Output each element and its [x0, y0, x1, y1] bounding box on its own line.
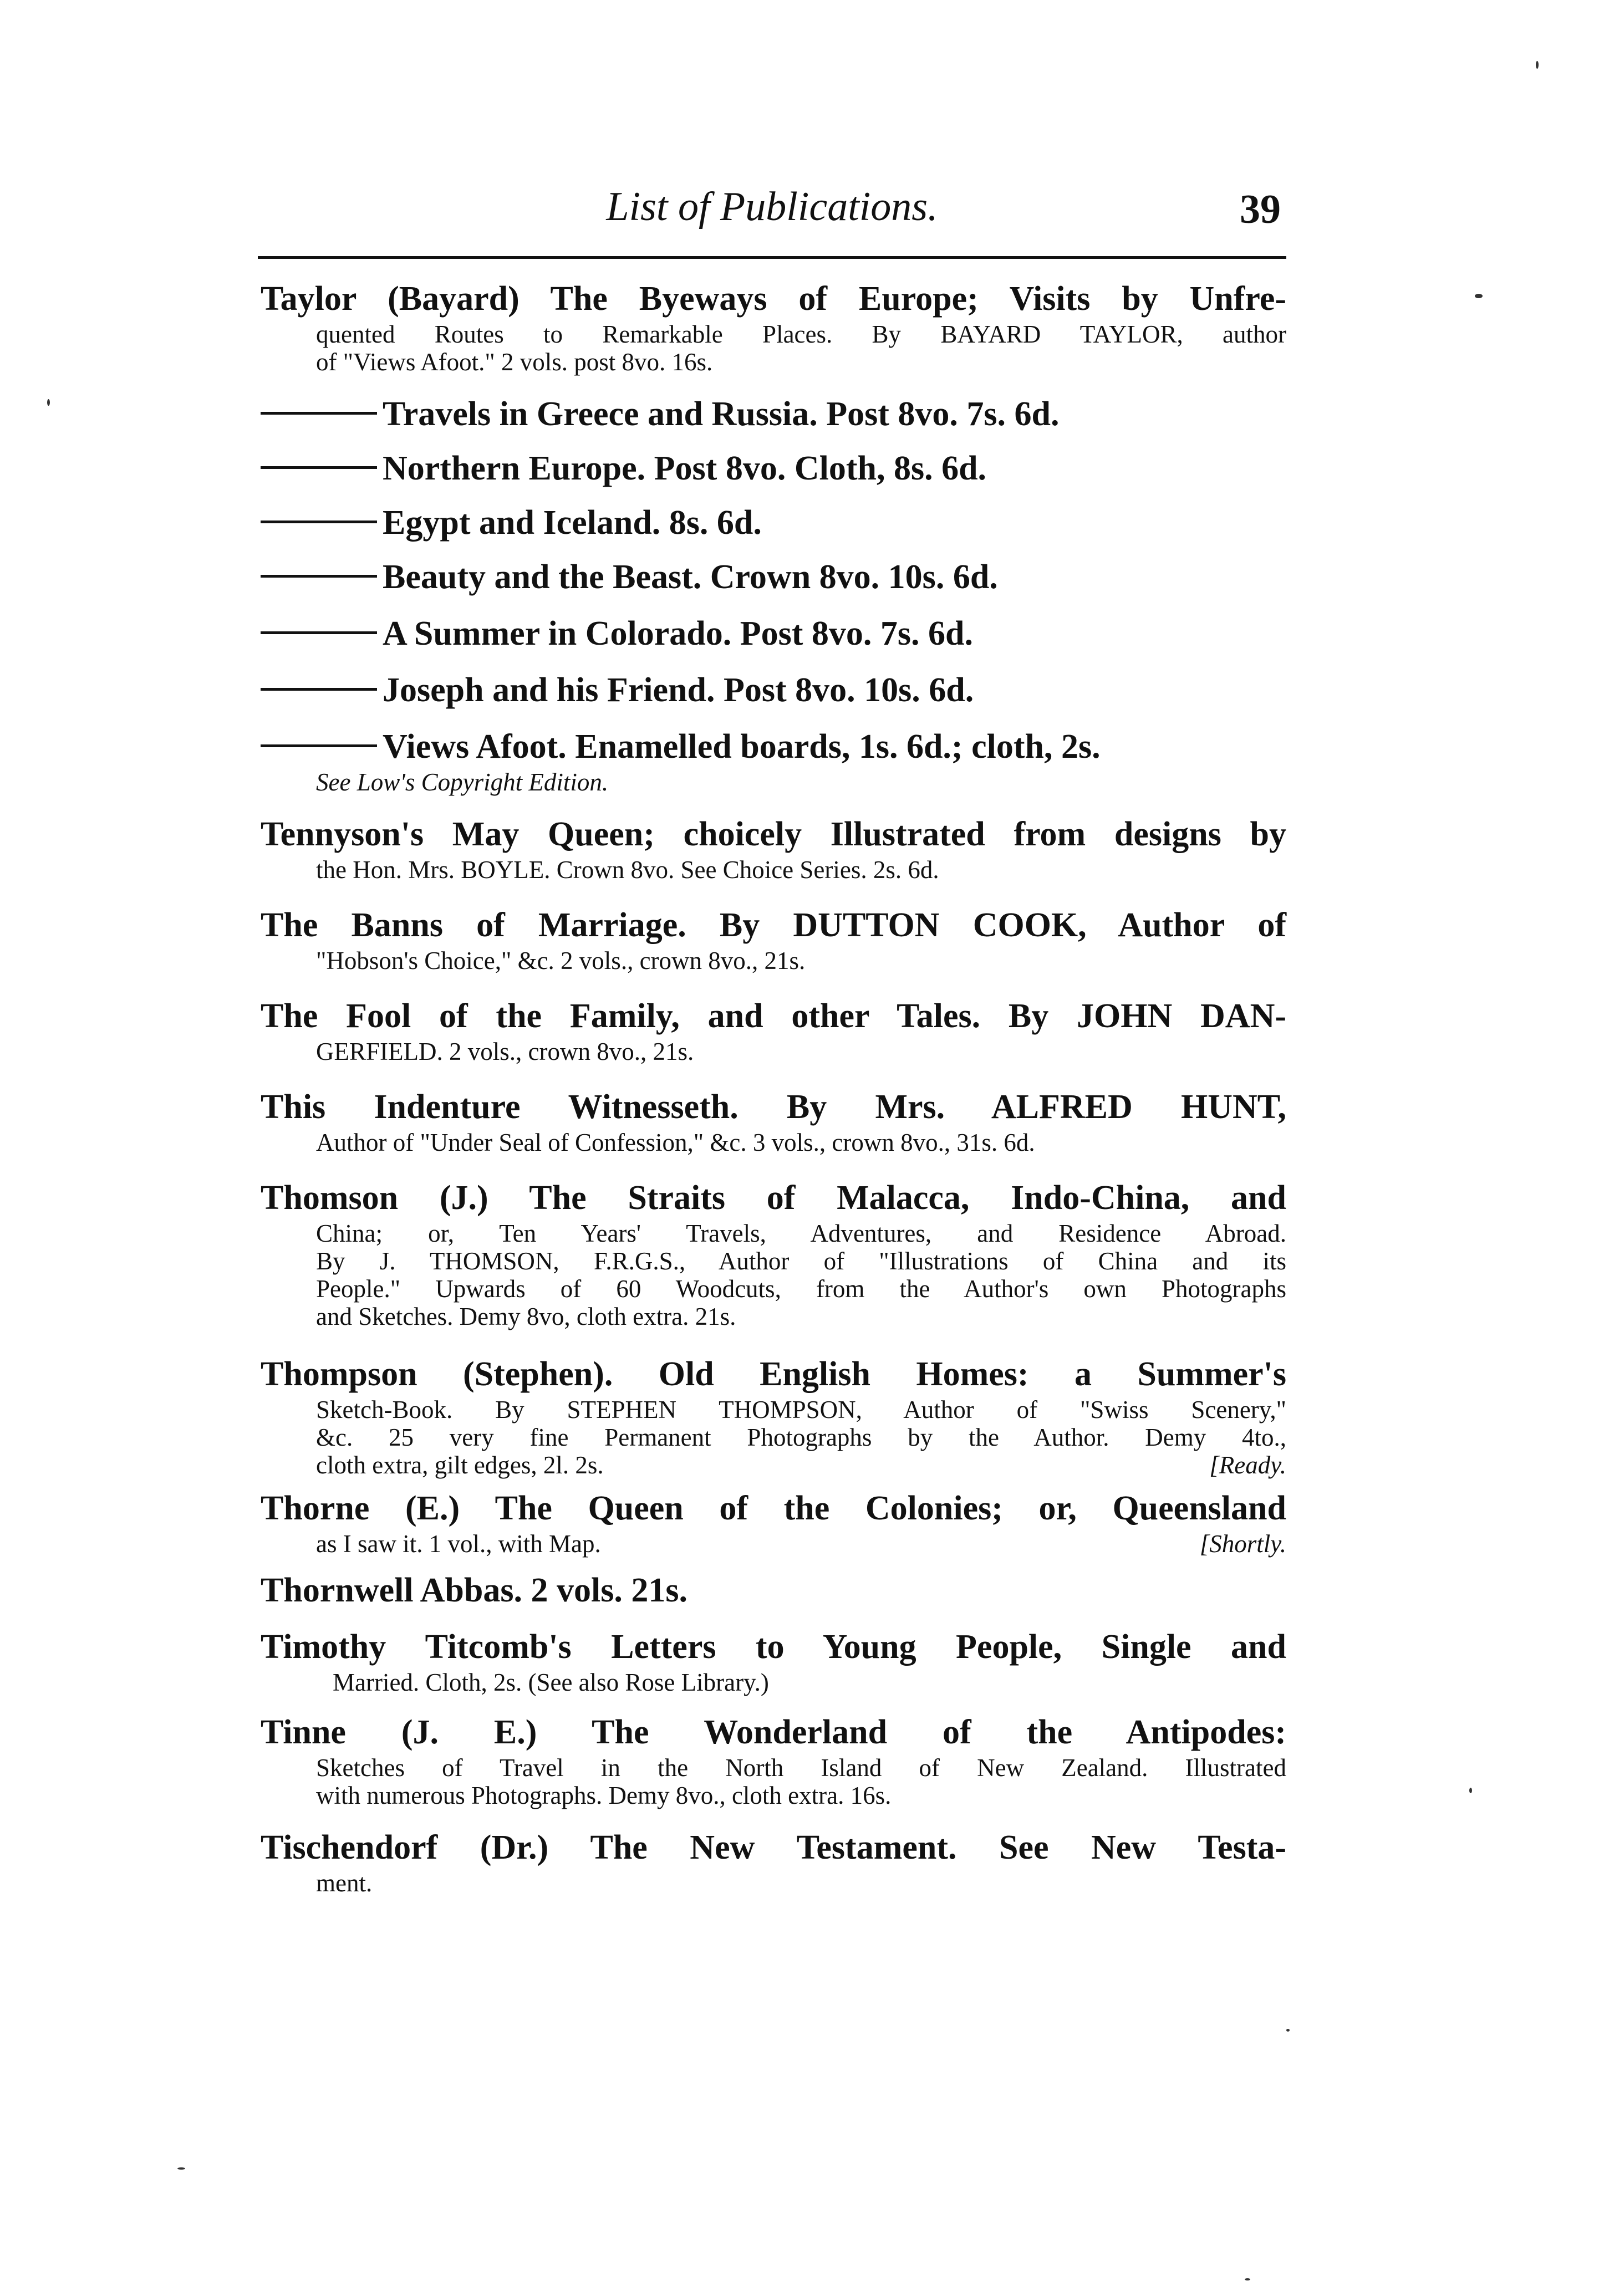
- ditto-dash: [261, 521, 377, 523]
- entry-taylor-byeways: [261, 277, 1286, 376]
- header-rule: [258, 256, 1286, 259]
- entry-details: [261, 1220, 1286, 1330]
- entry-fool-family: [261, 994, 1286, 1065]
- ditto-dash: [261, 688, 377, 691]
- entry-title: Taylor (Bayard) The Byeways of Europe; Visits by Unfre-: [261, 280, 1286, 318]
- entry-thornwell-abbas: [261, 1569, 1286, 1612]
- publication-list: [261, 277, 1286, 1897]
- entry-title: Beauty and the Beast. Crown 8vo. 10s. 6d.: [383, 558, 998, 596]
- print-speck: [177, 2167, 185, 2170]
- entry-details: [261, 1038, 1286, 1065]
- page-number: 39: [1240, 187, 1281, 232]
- entry-title: Travels in Greece and Russia. Post 8vo. 7s. 6d.: [383, 395, 1060, 433]
- ditto-dash: [261, 575, 377, 578]
- entry-title: Thompson (Stephen). Old English Homes: a Summer's: [261, 1355, 1286, 1393]
- entry-tinne-wonderland: [261, 1711, 1286, 1809]
- detail-line: GERFIELD. 2 vols., crown 8vo., 21s.: [316, 1038, 694, 1065]
- status-tag-ready: [Ready.: [1209, 1451, 1286, 1479]
- detail-line: the Hon. Mrs. BOYLE. Crown 8vo. See Choice Series. 2s. 6d.: [316, 856, 939, 884]
- entry-title: Timothy Titcomb's Letters to Young People, Single and: [261, 1628, 1286, 1666]
- detail-line: "Hobson's Choice," &c. 2 vols., crown 8vo., 21s.: [316, 947, 806, 974]
- detail-line: quented Routes to Remarkable Places. By BAYARD TAYLOR, author: [316, 320, 1286, 348]
- print-speck: [47, 399, 50, 406]
- entry-details: [261, 1396, 1286, 1479]
- entry-details: [261, 856, 1286, 884]
- entry-title: Thorne (E.) The Queen of the Colonies; or, Queensland: [261, 1489, 1286, 1527]
- entry-title: Tinne (J. E.) The Wonderland of the Antipodes:: [261, 1713, 1286, 1751]
- detail-line: Sketches of Travel in the North Island of New Zealand. Illustrated: [316, 1754, 1286, 1782]
- ditto-dash: [261, 466, 377, 469]
- detail-line: China; or, Ten Years' Travels, Adventures, and Residence Abroad.: [316, 1220, 1286, 1247]
- entry-thompson-english-homes: [261, 1353, 1286, 1479]
- detail-line: People." Upwards of 60 Woodcuts, from the Author's own Photographs: [316, 1275, 1286, 1303]
- entry-details: [261, 320, 1286, 376]
- entry-travels-greece-russia: [261, 392, 1286, 436]
- entry-title: This Indenture Witnesseth. By Mrs. ALFRED HUNT,: [261, 1088, 1286, 1126]
- detail-line: Sketch-Book. By STEPHEN THOMPSON, Author of "Swiss Scenery,": [316, 1396, 1286, 1423]
- entry-details: [261, 1869, 1286, 1897]
- entry-beauty-beast: [261, 555, 1286, 599]
- entry-details: [261, 947, 1286, 974]
- entry-title: The Fool of the Family, and other Tales. By JOHN DAN-: [261, 997, 1286, 1035]
- print-speck: [1469, 1788, 1472, 1793]
- entry-details: [261, 1669, 1286, 1696]
- running-title: List of Publications.: [606, 184, 938, 229]
- detail-line: with numerous Photographs. Demy 8vo., cloth extra. 16s.: [316, 1782, 892, 1809]
- entry-tennyson-may-queen: [261, 813, 1286, 884]
- detail-line: By J. THOMSON, F.R.G.S., Author of "Illustrations of China and its: [316, 1247, 1286, 1275]
- entry-details: [261, 1129, 1286, 1156]
- entry-title: Tennyson's May Queen; choicely Illustrated from designs by: [261, 815, 1286, 853]
- entry-title: Tischendorf (Dr.) The New Testament. See New Testa-: [261, 1829, 1286, 1866]
- entry-northern-europe: [261, 447, 1286, 490]
- entry-thomson-malacca: [261, 1176, 1286, 1330]
- detail-line: See Low's Copyright Edition.: [316, 768, 609, 796]
- detail-line: of "Views Afoot." 2 vols. post 8vo. 16s.: [316, 348, 713, 376]
- ditto-dash: [261, 412, 377, 415]
- entry-banns-marriage: [261, 904, 1286, 974]
- detail-line: as I saw it. 1 vol., with Map.: [316, 1530, 601, 1558]
- entry-views-afoot: [261, 725, 1286, 796]
- entry-title: Thornwell Abbas. 2 vols. 21s.: [261, 1572, 688, 1609]
- entry-summer-colorado: [261, 612, 1286, 655]
- status-tag-shortly: [Shortly.: [1199, 1530, 1286, 1558]
- ditto-dash: [261, 744, 377, 747]
- entry-title: Joseph and his Friend. Post 8vo. 10s. 6d.: [383, 671, 974, 709]
- detail-line: Married. Cloth, 2s. (See also Rose Library.): [333, 1669, 769, 1696]
- entry-tischendorf-testament: [261, 1826, 1286, 1897]
- entry-timothy-titcomb: [261, 1625, 1286, 1696]
- entry-indenture-witnesseth: [261, 1085, 1286, 1156]
- entry-title: The Banns of Marriage. By DUTTON COOK, Author of: [261, 906, 1286, 944]
- page-header: [258, 182, 1286, 232]
- entry-egypt-iceland: [261, 501, 1286, 544]
- detail-line: and Sketches. Demy 8vo, cloth extra. 21s.: [316, 1303, 736, 1330]
- entry-title: Thomson (J.) The Straits of Malacca, Indo-China, and: [261, 1179, 1286, 1217]
- print-speck: [1286, 2029, 1290, 2032]
- entry-joseph-friend: [261, 669, 1286, 712]
- detail-line: cloth extra, gilt edges, 2l. 2s.: [316, 1451, 604, 1479]
- entry-thorne-queen-colonies: [261, 1487, 1286, 1558]
- entry-title: Views Afoot. Enamelled boards, 1s. 6d.; cloth, 2s.: [383, 728, 1101, 766]
- ditto-dash: [261, 631, 377, 634]
- print-speck: [1536, 61, 1539, 69]
- detail-line: &c. 25 very fine Permanent Photographs by the Author. Demy 4to.,: [316, 1423, 1286, 1451]
- entry-details: [261, 1530, 1286, 1558]
- entry-title: A Summer in Colorado. Post 8vo. 7s. 6d.: [383, 615, 973, 652]
- entry-title: Egypt and Iceland. 8s. 6d.: [383, 504, 762, 542]
- print-speck: [1475, 294, 1483, 298]
- detail-line: ment.: [316, 1869, 373, 1897]
- entry-details: [261, 768, 1286, 796]
- print-speck: [1245, 2278, 1250, 2280]
- detail-line: Author of "Under Seal of Confession," &c. 3 vols., crown 8vo., 31s. 6d.: [316, 1129, 1035, 1156]
- entry-details: [261, 1754, 1286, 1809]
- entry-title: Northern Europe. Post 8vo. Cloth, 8s. 6d.: [383, 450, 987, 487]
